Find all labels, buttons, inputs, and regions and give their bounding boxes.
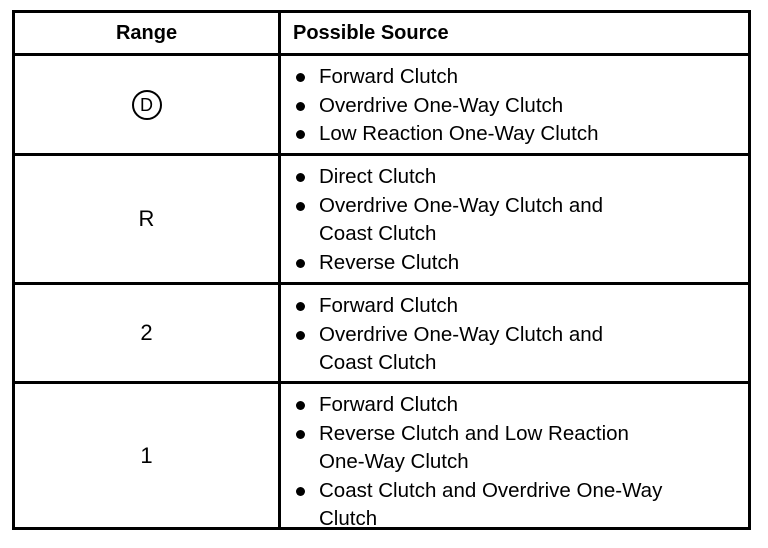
range-value: R — [138, 206, 155, 231]
source-item: Forward Clutch — [293, 391, 674, 420]
range-cell — [15, 384, 278, 527]
header-range: Range — [115, 21, 178, 44]
source-item: Overdrive One-Way Clutch and Coast Clutch — [293, 192, 658, 249]
source-cell — [293, 56, 736, 153]
range-cell — [15, 285, 278, 381]
source-item: Forward Clutch — [293, 292, 658, 321]
source-item: Direct Clutch — [293, 163, 658, 192]
source-cell — [293, 384, 714, 530]
source-item: Overdrive One-Way Clutch — [293, 92, 736, 121]
table-row — [15, 381, 748, 530]
source-item: Forward Clutch — [293, 63, 736, 92]
source-item: Reverse Clutch and Low Reaction One-Way Clutch — [293, 420, 654, 477]
range-value: 2 — [140, 320, 153, 345]
range-value: 1 — [140, 442, 153, 468]
range-cell — [15, 156, 278, 282]
source-item: Overdrive One-Way Clutch and Coast Clutch — [293, 321, 658, 378]
range-value-circled: D — [132, 90, 162, 120]
source-item: Low Reaction One-Way Clutch — [293, 120, 736, 149]
source-item: Reverse Clutch — [293, 249, 658, 278]
source-cell — [293, 285, 658, 381]
table-row — [15, 53, 748, 153]
possible-source-table — [12, 10, 751, 530]
table-row — [15, 153, 748, 282]
source-item: Coast Clutch and Overdrive One-Way Clutch — [293, 477, 714, 534]
range-cell — [15, 56, 278, 153]
source-cell — [293, 156, 658, 282]
header-possible-source: Possible Source — [293, 21, 449, 44]
table-header-row — [15, 13, 748, 53]
table-row — [15, 282, 748, 381]
